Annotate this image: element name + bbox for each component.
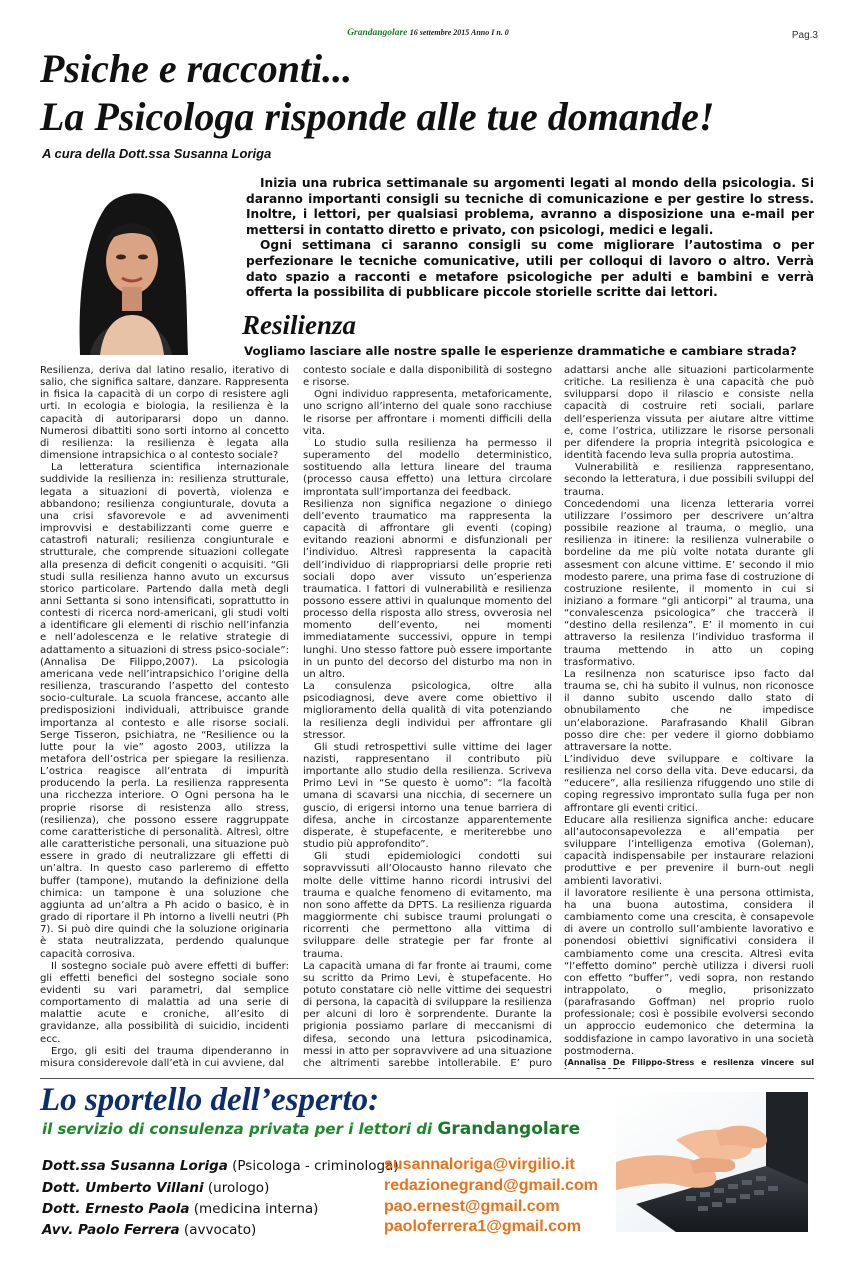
paragraph: Concedendomi una licenza letteraria vorrei utilizzare l’ossimoro per descrivere un’altra possibile reazione al trauma, o meglio, una resilienza in itinere: la resilienza vulnerabile o bordeline da me più volte notata durante gli assesment con alcune vittime. E’ secondo il mio modesto parere, una prima fase di costruzione di costruzione resilente, il momento in cui si iniziano a formare “gli anticorpi” al trauma, una “convalescenza psicologica” che traccerà il “destino della resilenza”. E’ il momento in cui attraverso la resilenza l’individuo trasforma il trauma mettendo in atto un coping trasformativo.: [564, 498, 814, 668]
paragraph: contesto sociale e dalla disponibilità di sostegno e risorse.: [303, 365, 552, 389]
expert-role: (Psicologa - criminologa): [232, 1158, 399, 1174]
expert-name: Avv. Paolo Ferrera: [42, 1222, 180, 1238]
paragraph: il lavoratore resiliente è una persona ottimista, ha una buona autostima, considera il cambiamento come una crescita, è consapevole di avere un controllo sull’ambiente lavorativo e ponendosi obiettivi significativi considera il cambiamento come una crescita. Altresì evita “l’effetto domino” perchè utilizza i diversi ruoli con effetto “buffer”, vedi sopra, non restando intrappolato, o meglio, prisonizzato (parafrasando Goffman) nel proprio ruolo professionale; così è possibile evolversi secondo un approccio eudemonico che determina la soddisfazione in campo lavorativo in una società postmoderna.: [564, 887, 814, 1057]
expert-role: (urologo): [207, 1180, 270, 1196]
paragraph: La capacità umana di far fronte ai traumi, come su scritto da Primo Levi, è stupefacente. Ho potuto constatare ciò nelle vittime dei sequestri di persona, la capacità di sviluppare la resilienza per alcuni di loro è sorprendente. Durante la prigionia possiamo parlare di meccanismi di difesa, secondo una lettura psicodinamica, messi in atto per sopravvivere ad una situazione che altrimenti sarebbe intollerabile. E’ puro: [303, 960, 552, 1069]
expert-box-title: Lo sportello dell’esperto:: [40, 1082, 380, 1118]
expert-email-link[interactable]: paoloferrera1@gmail.com: [384, 1218, 581, 1235]
paragraph: La consulenza psicologica, oltre alla psicodiagnosi, deve avere come obiettivo il miglioramento della qualità di vita potenziando la resilienza degli individui per affrontare gli stressor.: [303, 681, 552, 741]
expert-box-subtitle-text: il servizio di consulenza privata per i lettori di: [42, 1120, 433, 1138]
brand-name: Grandangolare: [437, 1119, 581, 1139]
paragraph: Lo studio sulla resilienza ha permesso il superamento del modello deterministico, sostituendo alla lettura lineare del trauma (processo causa effetto) una lettura circolare improntata sull’importanza dei feedback.: [303, 437, 552, 498]
intro-paragraph: Ogni settimana ci saranno consigli su come migliorare l’autostima o per perfezionare le tecniche comunicative, utili per colloqui di lavoro o altro. Verrà dato spazio a racconti e metafore psicologiche per adulti e bambini e verrà offerta la possibilita di pubblicare piccole storielle scritte dai lettori.: [246, 238, 814, 300]
paragraph: Gli studi retrospettivi sulle vittime dei lager nazisti, rappresentano il contributo più importante allo studio della resilienza. Scriveva Primo Levi in “Se questo è uomo”: “la facoltà umana di scavarsi una nicchia, di secernere un guscio, di erigersi intorno una tenue barriera di difesa, anche in circostanze apparentemente disperate, è stupefacente, e meriterebbe uno studio più approfondito”.: [303, 741, 552, 851]
expert-row: [42, 1180, 269, 1196]
masthead-name: Grandangolare: [347, 28, 408, 38]
author-photo: [60, 183, 200, 355]
article-title-line2: La Psicologa risponde alle tue domande!: [40, 94, 715, 139]
expert-email-link[interactable]: susannaloriga@virgilio.it: [384, 1156, 575, 1173]
paragraph: Ergo, gli esiti del trauma dipenderanno in misura considerevole dall’età in cui avviene, dal: [40, 1045, 289, 1069]
masthead-date: 16 settembre 2015 Anno I n. 0: [409, 28, 509, 37]
expert-name: Dott. Ernesto Paola: [42, 1201, 190, 1217]
typing-hands-image: [616, 1092, 808, 1232]
section-divider: [40, 1078, 814, 1079]
paragraph: Il sostegno sociale può avere effetti di buffer: gli effetti benefici del sostegno sociale sono evidenti su vari parametri, dal semplice comportamento di malattia ad una serie di malattie acute e croniche, all’esito di gravidanze, alla possibilità di suicidio, incidenti ecc.: [40, 960, 289, 1045]
expert-email-link[interactable]: pao.ernest@gmail.com: [384, 1198, 560, 1215]
paragraph: Gli studi epidemiologici condotti sui sopravvissuti all’Olocausto hanno rilevato che molte delle vittime hanno ricordi intrusivi del trauma e qualche fenomeno di evitamento, ma non sono affette da DPTS. La resilienza riguarda maggiormente chi subisce traumi prolungati o ricorrenti che permettono alla vittima di sviluppare delle strategie per far fronte al trauma.: [303, 851, 552, 960]
paragraph: L’individuo deve sviluppare e coltivare la resilienza nel corso della vita. Deve educarsi, da “educere”, alla resilienza rifuggendo uno stile di coping regressivo improntato sulla fuga per non affrontare gli eventi critici.: [564, 754, 814, 814]
article-column-1: [40, 365, 289, 1069]
section-subtitle: Vogliamo lasciare alle nostre spalle le esperienze drammatiche e cambiare strada?: [244, 344, 797, 358]
article-column-3: [564, 365, 814, 1069]
paragraph: adattarsi anche alle situazioni particolarmente critiche. La resilienza è una capacità che può svilupparsi dopo il rilascio e consiste nella capacità di costruire reti sociali, parlare dell’esperienza vissuta per aiutare altre vittime e, come l’ostrica, utilizzare le risorse personali per difendere la propria integrità psicologica e identità facendo leva sulla propria autostima.: [564, 365, 814, 462]
intro-paragraph: Inizia una rubrica settimanale su argomenti legati al mondo della psicologia. Si daranno importanti consigli su tecniche di comunicazione e per gestire lo stress. Inoltre, i lettori, per qualsiasi problema, avranno a disposizione una e-mail per mettersi in contatto diretto e privato, con psicologi, medici e legali.: [246, 176, 814, 237]
paragraph: Educare alla resilienza significa anche: educare all’autoconsapevolezza e all’empatia per sviluppare l’intelligenza emotiva (Goleman), capacità indispensabile per instaurare relazioni produttive e per prevenire il burn-out negli ambienti lavorativi.: [564, 814, 814, 887]
expert-name: Dott.ssa Susanna Loriga: [42, 1158, 228, 1174]
expert-row: [42, 1158, 399, 1174]
expert-email-link[interactable]: redazionegrand@gmail.com: [384, 1177, 598, 1194]
article-column-2: [303, 365, 552, 1069]
masthead: [0, 28, 856, 38]
intro-text: [246, 176, 814, 301]
reference-note: (Annalisa De Filippo-Stress e resilenza vincere sul: [564, 1057, 814, 1067]
expert-box-subtitle: [42, 1119, 580, 1139]
paragraph: Resilienza non significa negazione o diniego dell’evento traumatico ma rappresenta la capacità di affrontare gli eventi (coping) evitando reazioni abnormi e disfunzionali per l’individuo. Altresì rappresenta la capacità dell’individuo di riappropriarsi delle proprie reti sociali dopo aver vissuto un’esperienza traumatica. I fattori di vulnerabilità e resilienza possono essere attivi in qualunque momento del processo della risposta allo stress, ovverosia nel momento dell’evento, nei momenti immediatamente successivi, oppure in tempi lunghi. Uno stesso fattore può essere importante in un punto del decorso del disturbo ma non in un altro.: [303, 498, 552, 680]
expert-role: (avvocato): [183, 1222, 257, 1238]
expert-row: [42, 1222, 256, 1238]
page-number: Pag.3: [791, 30, 818, 41]
paragraph: Vulnerabilità e resilienza rappresentano, secondo la letteratura, i due possibili sviluppi del trauma.: [564, 462, 814, 498]
paragraph: Resilienza, deriva dal latino resalio, iterativo di salio, che significa saltare, danzare. Rappresenta in fisica la capacità di un corpo di resistere agli urti. In ecologia e biologia, la resilienza è la capacità di autoripararsi dopo un danno. Numerosi dibattiti sono sorti intorno al concetto di resilienza: la resilienza è legata alla dimensione intrapsichica o al contesto sociale?: [40, 365, 289, 462]
paragraph: La letteratura scientifica internazionale suddivide la resilienza in: resilienza strutturale, legata a situazioni di povertà, violenza e abbandono; resilienza congiunturale, dovuta a una crisi sfavorevole e ad avvenimenti improvvisi e destabilizzanti come guerre e catastrofi naturali; resilienza congiunturale e strutturale, che comprende situazioni collegate alla presenza di deficit congeniti o acquisiti. “Gli studi sulla resilienza hanno avuto un excursus storico particolare. Partendo dalla metà degli anni Settanta si sono intensificati, soprattutto in contesti di ricerca nord-americani, gli studi volti a identificare gli elementi di rischio nell’infanzia e nell’adolescenza e le relative strategie di adattamento a situazioni di stress psico-sociale”: (Annalisa De Filippo,2007). La psicologia americana vede nell’intrapsichico l’origine della resilienza, trascurando l’aspetto del contesto socio-culturale. La scuola francese, accanto alle predisposizioni individuali, attribuisce grande importanza al contesto e alle risorse sociali. Serge Tisseron, psichiatra, ne “Resilience ou la lutte pour la vie” agosto 2003, utilizza la metafora dell’ostrica per spiegare la resilienza. L’ostrica reagisce all’entrata di impurità producendo la perla. La resilienza rappresenta una ricchezza interiore. O Ogni persona ha le proprie risorse di resistenza allo stress, (resilienza), che possono essere raggruppate come caratteristiche di personalità. Altresì, oltre alle caratteristiche personali, una situazione può essere in grado di neutralizzare gli effetti di un’altra. In questo caso parleremo di effetto buffer (tampone), mutando la definizione della chimica: un tampone è una soluzione che aggiunta ad un’altra a Ph acido o basico, è in grado di riportare il Ph intorno a livelli neutri (Ph 7). Si può dire quindi che la soluzione originaria è stata neutralizzata, perdendo qualunque capacità corrosiva.: [40, 462, 289, 960]
expert-name: Dott. Umberto Villani: [42, 1180, 204, 1196]
section-title: Resilienza: [242, 310, 357, 340]
expert-role: (medicina interna): [193, 1201, 319, 1217]
byline: A cura della Dott.ssa Susanna Loriga: [42, 146, 272, 161]
article-title-line1: Psiche e racconti...: [40, 46, 353, 91]
paragraph: Ogni individuo rappresenta, metaforicamente, uno scrigno all’interno del quale sono racchiuse le risorse per affrontare i momenti difficili della vita.: [303, 389, 552, 437]
paragraph: La resilnenza non scaturisce ipso facto dal trauma se, chi ha subito il vulnus, non riconosce il danno subito uscendo dallo stato di obnubilamento che ne impedisce un’elaborazione. Parafrasando Khalil Gibran posso dire che: per vedere il giorno dobbiamo attraversare la notte.: [564, 668, 814, 753]
expert-row: [42, 1201, 318, 1217]
